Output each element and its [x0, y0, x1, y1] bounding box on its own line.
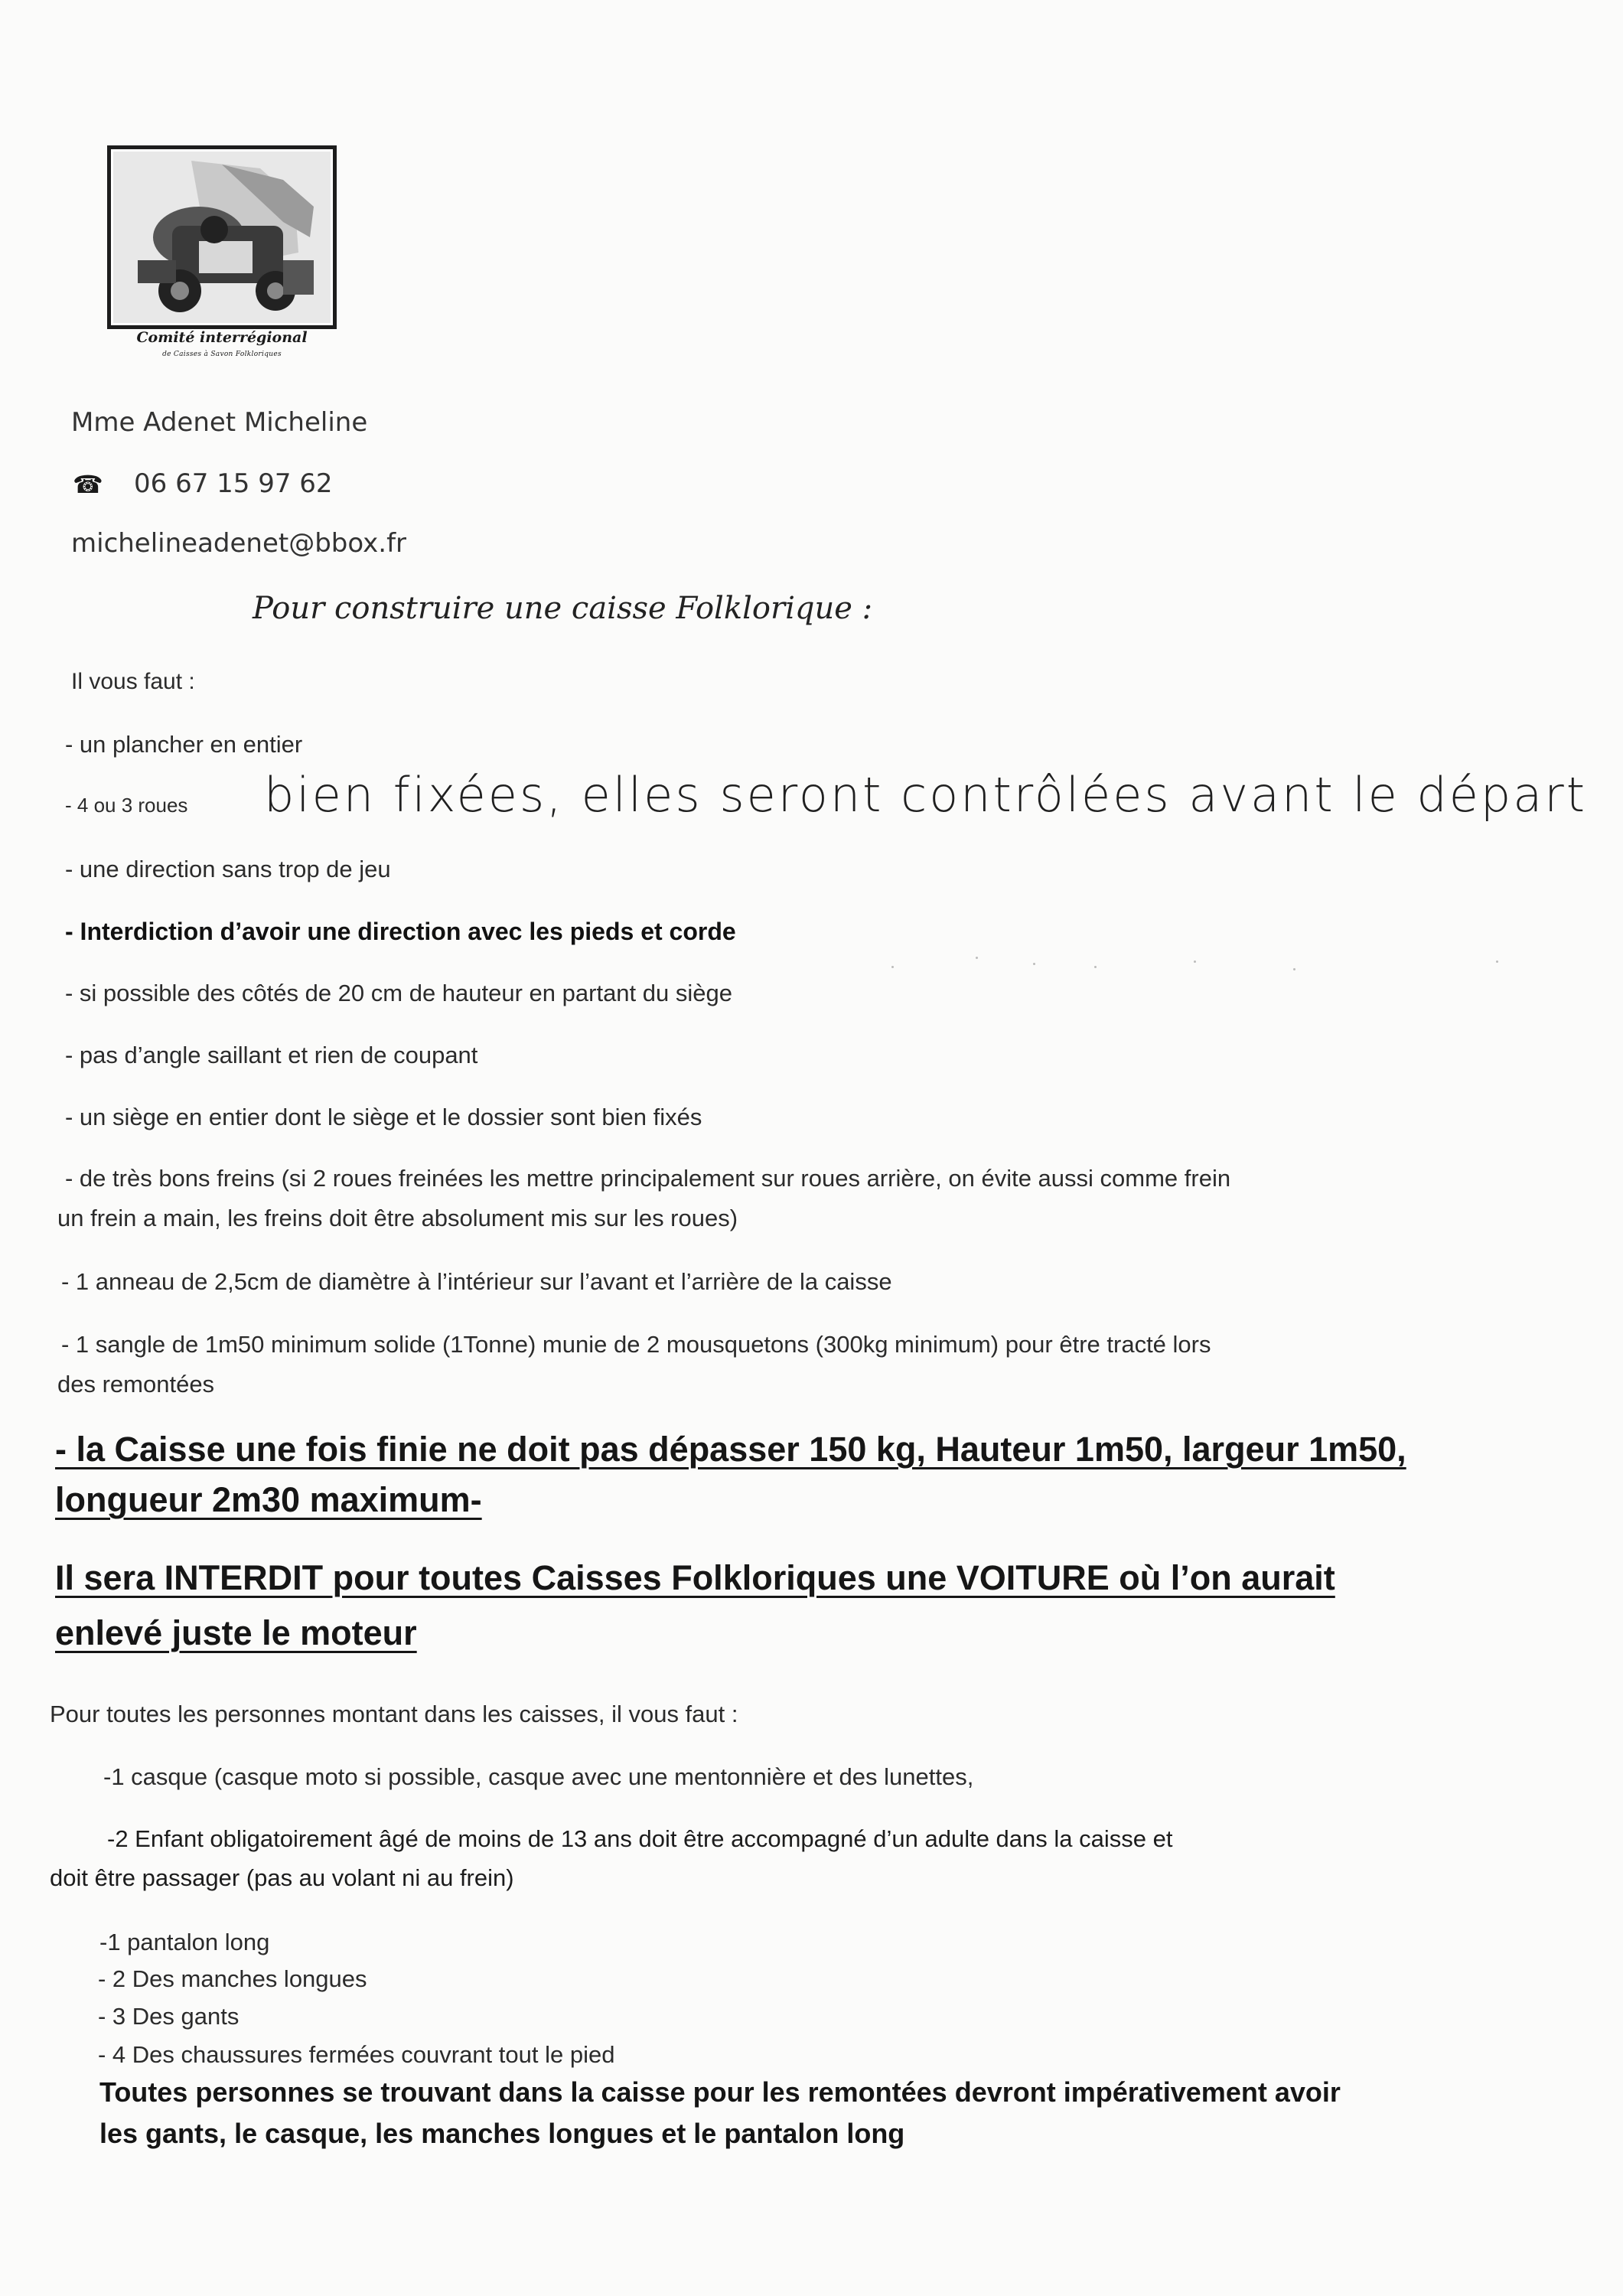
limits-line: - la Caisse une fois finie ne doit pas dépasser 150 kg, Hauteur 1m50, largeur 1m50, — [55, 1430, 1406, 1469]
persons-item: - 4 Des chaussures fermées couvrant tout le pied — [98, 2041, 615, 2068]
handwritten-note: bien fixées, elles seront contrôlées avant le départ — [264, 767, 1588, 823]
logo-subtitle: de Caisses à Savon Folkloriques — [162, 351, 282, 358]
requirement-item: - Interdiction d’avoir une direction avec les pieds et corde — [65, 918, 736, 945]
final-note-line: les gants, le casque, les manches longues et le pantalon long — [99, 2118, 905, 2149]
scan-speck — [1293, 968, 1295, 970]
requirement-item: - si possible des côtés de 20 cm de hauteur en partant du siège — [65, 980, 732, 1006]
final-note-line: Toutes personnes se trouvant dans la caisse pour les remontées devront impérativement avoir — [99, 2076, 1341, 2108]
requirement-item: un frein a main, les freins doit être absolument mis sur les roues) — [57, 1205, 738, 1231]
requirement-item: - 4 ou 3 roues — [65, 794, 188, 817]
scan-speck — [976, 957, 978, 959]
requirement-item: - un plancher en entier — [65, 731, 303, 758]
intro-text: Il vous faut : — [71, 669, 195, 694]
persons-item: doit être passager (pas au volant ni au frein) — [50, 1864, 514, 1891]
scan-speck — [1033, 963, 1035, 965]
scan-speck — [1094, 966, 1097, 968]
scan-speck — [1194, 960, 1196, 963]
persons-item: - 2 Des manches longues — [98, 1965, 367, 1992]
requirement-item: - 1 sangle de 1m50 minimum solide (1Tonne) munie de 2 mousquetons (300kg minimum) pour être tracté lors — [61, 1331, 1211, 1358]
prohibition-line: enlevé juste le moteur — [55, 1613, 417, 1652]
page-heading: Pour construire une caisse Folklorique : — [253, 591, 873, 626]
persons-item: - 3 Des gants — [98, 2003, 240, 2030]
telephone-icon: ☎ — [73, 470, 103, 499]
requirement-item: - de très bons freins (si 2 roues freinées les mettre principalement sur roues arrière, on évite aussi comme frein — [65, 1165, 1231, 1192]
limits-line: longueur 2m30 maximum- — [55, 1480, 482, 1519]
persons-item: -1 casque (casque moto si possible, casque avec une mentonnière et des lunettes, — [103, 1763, 974, 1790]
requirement-item: des remontées — [57, 1371, 215, 1397]
prohibition-line: Il sera INTERDIT pour toutes Caisses Folkloriques une VOITURE où l’on aurait — [55, 1558, 1335, 1597]
persons-item: -1 pantalon long — [99, 1929, 270, 1955]
requirement-item: - 1 anneau de 2,5cm de diamètre à l’intérieur sur l’avant et l’arrière de la caisse — [61, 1268, 892, 1295]
requirement-item: - un siège en entier dont le siège et le dossier sont bien fixés — [65, 1104, 702, 1130]
soapbox-car-logo-image — [107, 145, 337, 329]
contact-phone: 06 67 15 97 62 — [134, 468, 333, 499]
club-logo — [107, 145, 337, 329]
scan-speck — [891, 966, 894, 968]
requirement-item: - pas d’angle saillant et rien de coupant — [65, 1042, 478, 1068]
scan-speck — [1496, 960, 1498, 963]
contact-email: michelineadenet@bbox.fr — [71, 528, 407, 559]
persons-item: -2 Enfant obligatoirement âgé de moins de 13 ans doit être accompagné d’un adulte dans la caisse et — [107, 1825, 1173, 1852]
contact-name: Mme Adenet Micheline — [71, 407, 368, 438]
logo-name: Comité interrégional — [136, 329, 308, 346]
persons-intro: Pour toutes les personnes montant dans les caisses, il vous faut : — [50, 1701, 738, 1727]
requirement-item: - une direction sans trop de jeu — [65, 856, 391, 882]
